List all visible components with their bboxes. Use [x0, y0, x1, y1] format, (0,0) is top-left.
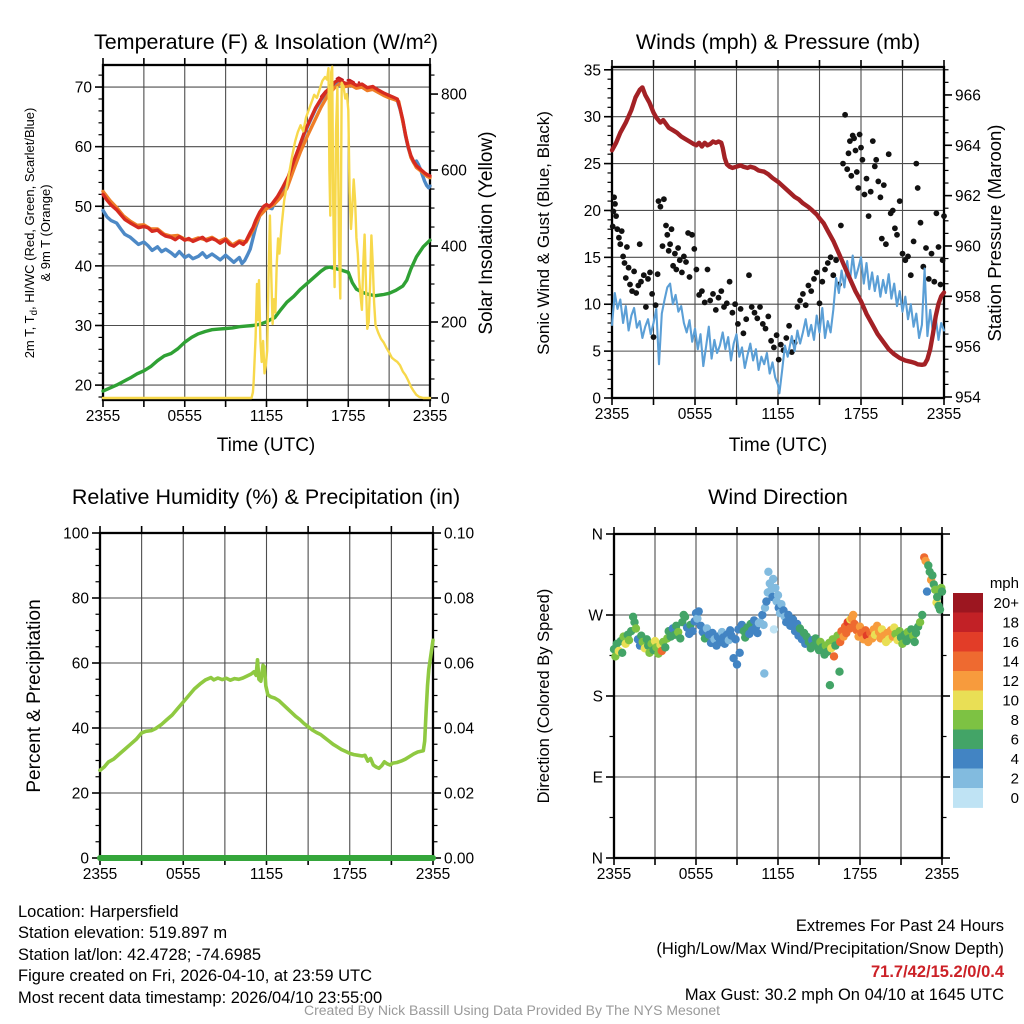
- data-point-wind-gust-dots: [840, 161, 846, 167]
- data-point-wind-gust-dots: [941, 213, 947, 219]
- data-point-wind-gust-dots: [830, 272, 836, 278]
- data-point-wind-gust-dots: [754, 315, 760, 321]
- data-point-wind-gust-dots: [879, 236, 885, 242]
- data-point-wind-gust-dots: [803, 302, 809, 308]
- data-point-wind-gust-dots: [878, 194, 884, 200]
- x-tick-label: 0555: [678, 866, 714, 883]
- data-point-wind-gust-dots: [774, 332, 780, 338]
- legend-label: 18: [1002, 614, 1019, 632]
- y-right-tick-label: 956: [955, 339, 981, 357]
- station-elevation: Station elevation: 519.897 m: [18, 924, 228, 943]
- data-point-wind-gust-dots: [858, 145, 864, 151]
- data-point-wind-gust-dots: [806, 283, 812, 289]
- data-point-wind-gust-dots: [886, 151, 892, 157]
- y-left-tick-label: N: [591, 850, 603, 868]
- data-point-wind-gust-dots: [710, 291, 716, 297]
- y-left-axis-title: [38, 184, 53, 281]
- data-point-wind-gust-dots: [707, 298, 713, 304]
- data-point-wind-gust-dots: [681, 254, 687, 260]
- data-point-wind-gust-dots: [718, 288, 724, 294]
- data-point-wind-gust-dots: [842, 112, 848, 118]
- data-point-wind-gust-dots: [727, 279, 733, 285]
- data-point-wind-gust-dots: [838, 223, 844, 229]
- y-left-tick-label: 100: [63, 525, 89, 543]
- data-point-wind-gust-dots: [900, 251, 906, 257]
- axis-title-segment: Sonic Wind & Gust (Blue, Black): [534, 111, 553, 355]
- legend-label: 12: [1002, 672, 1019, 690]
- data-point-wind-gust-dots: [705, 267, 711, 273]
- data-point-wind-gust-dots: [890, 208, 896, 214]
- data-point-wind-gust-dots: [637, 241, 643, 247]
- data-point-wind-gust-dots: [631, 269, 637, 275]
- data-point-wind-gust-dots: [613, 213, 619, 219]
- data-point-wind-gust-dots: [619, 228, 625, 234]
- data-point-wind-gust-dots: [783, 335, 789, 341]
- data-point-wind-gust-dots: [833, 257, 839, 263]
- y-left-tick-label: W: [588, 607, 603, 625]
- most-recent-data-timestamp: Most recent data timestamp: 2026/04/10 23:55:00: [18, 988, 383, 1007]
- data-point-wind-gust-dots: [908, 272, 914, 278]
- data-point-wind-gust-dots: [691, 246, 697, 252]
- y-left-tick-label: 25: [583, 156, 601, 174]
- data-point-wind-gust-dots: [797, 298, 803, 304]
- data-point-direction-dots: [769, 575, 777, 583]
- legend-swatch: [953, 691, 983, 711]
- data-point-wind-gust-dots: [828, 254, 834, 260]
- x-tick-label: 2355: [415, 866, 451, 883]
- y-right-tick-label: 0.04: [444, 720, 475, 738]
- legend-swatch: [953, 593, 983, 613]
- max-gust-line: Max Gust: 30.2 mph On 04/10 at 1645 UTC: [684, 986, 1004, 1004]
- data-point-wind-gust-dots: [765, 314, 771, 320]
- y-right-tick-label: 964: [955, 137, 981, 155]
- data-point-wind-gust-dots: [651, 334, 657, 340]
- data-point-wind-gust-dots: [623, 275, 629, 281]
- y-left-tick-label: 30: [583, 109, 601, 127]
- x-tick-label: 2355: [596, 866, 632, 883]
- y-right-axis-title: Station Pressure (Maroon): [984, 124, 1005, 342]
- data-point-wind-gust-dots: [622, 260, 628, 266]
- legend-label: 4: [1010, 750, 1019, 768]
- data-point-wind-gust-dots: [795, 304, 801, 310]
- legend-label: 0: [1010, 789, 1019, 807]
- legend-swatch: [953, 671, 983, 691]
- y-left-tick-label: 60: [74, 139, 92, 157]
- data-point-wind-gust-dots: [778, 342, 784, 348]
- x-tick-label: 1155: [249, 408, 284, 425]
- y-left-tick-label: 20: [71, 785, 89, 803]
- data-point-wind-gust-dots: [746, 272, 752, 278]
- data-point-wind-gust-dots: [800, 291, 806, 297]
- station-latlon: Station lat/lon: 42.4728; -74.6985: [18, 945, 262, 964]
- data-point-wind-gust-dots: [894, 232, 900, 238]
- data-point-wind-gust-dots: [735, 321, 741, 327]
- chart-humidity-precipitation: [24, 485, 475, 883]
- credit-line: Created By Nick Bassill Using Data Provided By The NYS Mesonet: [303, 1002, 721, 1018]
- y-right-tick-label: 966: [955, 87, 981, 105]
- data-point-wind-gust-dots: [664, 232, 670, 238]
- y-left-tick-label: N: [591, 526, 603, 544]
- legend-label: 20+: [993, 594, 1019, 612]
- x-tick-label: 2355: [594, 406, 630, 423]
- y-left-tick-label: E: [592, 769, 603, 787]
- y-left-tick-label: 60: [71, 655, 89, 673]
- y-right-tick-label: 0: [441, 390, 450, 408]
- data-point-direction-dots: [733, 660, 741, 668]
- y-left-tick-label: 40: [74, 258, 92, 276]
- chart-title: Wind Direction: [708, 485, 848, 509]
- data-point-direction-dots: [760, 669, 768, 677]
- data-point-wind-gust-dots: [817, 300, 823, 306]
- axis-title-segment: , HI/WC (Red, Green, Scarlet/Blue): [22, 107, 37, 310]
- data-point-wind-gust-dots: [752, 310, 758, 316]
- axis-title-segment: Percent & Precipitation: [24, 599, 45, 793]
- legend-label: 10: [1002, 692, 1019, 710]
- y-right-tick-label: 0.10: [444, 525, 475, 543]
- data-point-wind-gust-dots: [617, 241, 623, 247]
- data-point-wind-gust-dots: [923, 245, 929, 251]
- data-point-wind-gust-dots: [936, 244, 942, 250]
- data-point-wind-gust-dots: [694, 267, 700, 273]
- x-axis-title: Time (UTC): [728, 435, 828, 456]
- data-point-direction-dots: [830, 652, 838, 660]
- data-point-wind-gust-dots: [853, 148, 859, 154]
- data-point-wind-gust-dots: [655, 271, 661, 277]
- data-point-wind-gust-dots: [663, 223, 669, 229]
- data-point-direction-dots: [731, 635, 739, 643]
- x-tick-label: 0555: [167, 408, 202, 425]
- y-right-tick-label: 800: [441, 86, 467, 104]
- y-right-tick-label: 0.00: [444, 850, 475, 868]
- y-right-tick-label: 954: [955, 389, 981, 407]
- data-point-wind-gust-dots: [660, 243, 666, 249]
- data-point-wind-gust-dots: [918, 220, 924, 226]
- y-left-tick-label: 10: [583, 296, 601, 314]
- y-right-axis-title: Solar Insolation (Yellow): [476, 131, 497, 335]
- data-point-wind-gust-dots: [702, 300, 708, 306]
- figure-created-timestamp: Figure created on Fri, 2026-04-10, at 23:59 UTC: [18, 967, 373, 986]
- data-point-wind-gust-dots: [822, 267, 828, 273]
- data-point-wind-gust-dots: [730, 310, 736, 316]
- y-left-tick-label: 35: [583, 62, 601, 80]
- y-left-tick-label: 80: [71, 590, 89, 608]
- data-point-direction-dots: [661, 643, 669, 651]
- y-left-tick-label: 20: [583, 202, 601, 220]
- x-axis-title: Time (UTC): [216, 435, 316, 456]
- legend-label: 8: [1010, 711, 1019, 729]
- data-point-wind-gust-dots: [851, 135, 857, 141]
- data-point-direction-dots: [676, 634, 684, 642]
- data-point-wind-gust-dots: [929, 251, 935, 257]
- x-tick-label: 2355: [412, 408, 448, 425]
- data-point-wind-gust-dots: [738, 306, 744, 312]
- y-left-tick-label: 15: [583, 249, 601, 267]
- data-point-wind-gust-dots: [870, 138, 876, 144]
- data-point-direction-dots: [618, 649, 626, 657]
- data-point-wind-gust-dots: [673, 267, 679, 273]
- data-point-wind-gust-dots: [732, 301, 738, 307]
- chart-title: Temperature (F) & Insolation (W/m²): [93, 30, 439, 54]
- y-left-tick-label: S: [592, 688, 603, 706]
- y-right-tick-label: 0.02: [444, 785, 475, 803]
- y-right-tick-label: 958: [955, 288, 981, 306]
- data-point-direction-dots: [774, 591, 782, 599]
- legend-label: 6: [1010, 731, 1019, 749]
- legend-label: 16: [1002, 633, 1019, 651]
- y-right-tick-label: 0.08: [444, 590, 475, 608]
- axis-title-segment: & 9m T (Orange): [38, 184, 53, 282]
- data-point-wind-gust-dots: [868, 189, 874, 195]
- data-point-wind-gust-dots: [940, 257, 946, 263]
- legend-swatch: [953, 730, 983, 750]
- data-point-wind-gust-dots: [645, 276, 651, 282]
- data-point-wind-gust-dots: [819, 279, 825, 285]
- axis-title-subscript: d: [29, 309, 40, 316]
- legend-label: 2: [1010, 770, 1019, 788]
- data-point-wind-gust-dots: [616, 235, 622, 241]
- data-point-wind-gust-dots: [658, 204, 664, 210]
- data-point-wind-gust-dots: [633, 290, 639, 296]
- x-tick-label: 2355: [926, 406, 962, 423]
- data-point-wind-gust-dots: [915, 185, 921, 191]
- data-point-direction-dots: [911, 638, 919, 646]
- data-point-wind-gust-dots: [649, 291, 655, 297]
- data-point-wind-gust-dots: [661, 196, 667, 202]
- x-tick-label: 0555: [166, 866, 201, 883]
- extremes-block: [656, 915, 1004, 1007]
- data-point-wind-gust-dots: [808, 288, 814, 294]
- data-point-wind-gust-dots: [931, 279, 937, 285]
- data-point-wind-gust-dots: [763, 326, 769, 332]
- data-point-wind-gust-dots: [713, 307, 719, 313]
- chart-temperature-insolation: [22, 30, 497, 456]
- data-point-wind-gust-dots: [934, 210, 940, 216]
- axis-title-segment: 2m T, T: [22, 315, 37, 359]
- station-location: Location: Harpersfield: [18, 903, 179, 921]
- data-point-direction-dots: [758, 611, 766, 619]
- data-point-direction-dots: [936, 605, 944, 613]
- data-point-wind-gust-dots: [776, 357, 782, 363]
- data-point-wind-gust-dots: [638, 279, 644, 285]
- x-tick-label: 1755: [842, 866, 878, 883]
- data-point-wind-gust-dots: [612, 201, 618, 207]
- data-point-direction-dots: [753, 629, 761, 637]
- x-tick-label: 0555: [677, 406, 713, 423]
- x-tick-label: 1155: [761, 406, 795, 423]
- data-point-wind-gust-dots: [926, 276, 932, 282]
- data-point-direction-dots: [695, 607, 703, 615]
- data-point-wind-gust-dots: [743, 316, 749, 322]
- data-point-wind-gust-dots: [848, 173, 854, 179]
- data-point-wind-gust-dots: [854, 169, 860, 175]
- data-point-wind-gust-dots: [814, 270, 820, 276]
- data-point-direction-dots: [826, 681, 834, 689]
- x-tick-label: 2355: [82, 866, 118, 883]
- legend-title: mph: [989, 575, 1019, 592]
- data-point-wind-gust-dots: [672, 251, 678, 257]
- y-right-tick-label: 200: [441, 314, 467, 332]
- y-right-tick-label: 600: [441, 162, 467, 180]
- data-point-wind-gust-dots: [683, 259, 689, 265]
- data-point-wind-gust-dots: [938, 282, 944, 288]
- y-left-axis-title: [535, 589, 553, 804]
- data-point-wind-gust-dots: [771, 345, 777, 351]
- data-point-wind-gust-dots: [846, 150, 852, 156]
- data-point-wind-gust-dots: [811, 276, 817, 282]
- station-info-block: [18, 902, 382, 1009]
- data-point-wind-gust-dots: [768, 338, 774, 344]
- y-left-axis-title: [24, 599, 45, 792]
- data-point-wind-gust-dots: [627, 282, 633, 288]
- data-point-direction-dots: [688, 627, 696, 635]
- data-point-wind-gust-dots: [825, 260, 831, 266]
- data-point-wind-gust-dots: [872, 164, 878, 170]
- data-point-wind-gust-dots: [611, 194, 617, 200]
- data-point-wind-gust-dots: [892, 225, 898, 231]
- data-point-direction-dots: [849, 611, 857, 619]
- data-point-wind-gust-dots: [844, 166, 850, 172]
- x-tick-label: 2355: [85, 408, 121, 425]
- data-point-direction-dots: [928, 571, 936, 579]
- chart-title: Winds (mph) & Pressure (mb): [635, 30, 921, 54]
- y-left-axis-title: [534, 111, 553, 355]
- data-point-direction-dots: [916, 618, 924, 626]
- data-point-direction-dots: [632, 624, 640, 632]
- x-tick-label: 1155: [249, 866, 284, 883]
- y-right-tick-label: 962: [955, 188, 981, 206]
- x-tick-label: 1755: [331, 408, 366, 425]
- axis-title-segment: Direction (Colored By Speed): [535, 588, 553, 804]
- data-point-wind-gust-dots: [911, 239, 917, 245]
- legend-swatch: [953, 769, 983, 789]
- legend-swatch: [953, 632, 983, 652]
- y-left-tick-label: 0: [592, 390, 601, 408]
- legend-swatch: [953, 652, 983, 672]
- data-point-wind-gust-dots: [881, 182, 887, 188]
- data-point-wind-gust-dots: [716, 295, 722, 301]
- y-left-tick-label: 20: [74, 377, 92, 395]
- data-point-direction-dots: [918, 611, 926, 619]
- data-point-wind-gust-dots: [653, 302, 659, 308]
- data-point-direction-dots: [681, 613, 689, 621]
- y-left-tick-label: 30: [74, 317, 92, 335]
- chart-title: Relative Humidity (%) & Precipitation (in): [71, 485, 461, 509]
- data-point-wind-gust-dots: [873, 157, 879, 163]
- y-left-tick-label: 40: [71, 720, 89, 738]
- data-point-direction-dots: [625, 636, 633, 644]
- data-point-wind-gust-dots: [669, 226, 675, 232]
- data-point-wind-gust-dots: [687, 274, 693, 280]
- y-left-tick-label: 5: [592, 343, 601, 361]
- data-point-wind-gust-dots: [860, 157, 866, 163]
- data-point-wind-gust-dots: [724, 300, 730, 306]
- data-point-wind-gust-dots: [864, 176, 870, 182]
- data-point-direction-dots: [835, 668, 843, 676]
- data-point-direction-dots: [759, 621, 767, 629]
- x-tick-label: 2355: [924, 866, 960, 883]
- chart-wind-direction: [535, 485, 1019, 883]
- data-point-direction-dots: [923, 587, 931, 595]
- data-point-wind-gust-dots: [866, 213, 872, 219]
- data-point-direction-dots: [693, 614, 701, 622]
- x-tick-label: 1755: [332, 866, 367, 883]
- data-point-wind-gust-dots: [741, 330, 747, 336]
- data-point-wind-gust-dots: [620, 254, 626, 260]
- y-left-tick-label: 0: [80, 850, 89, 868]
- legend-swatch: [953, 613, 983, 633]
- data-point-direction-dots: [771, 584, 779, 592]
- extremes-values: 71.7/42/15.2/0/0.4: [870, 963, 1004, 981]
- data-point-direction-dots: [736, 649, 744, 657]
- data-point-wind-gust-dots: [897, 198, 903, 204]
- data-point-wind-gust-dots: [905, 254, 911, 260]
- y-right-tick-label: 400: [441, 238, 467, 256]
- data-point-direction-dots: [938, 587, 946, 595]
- y-right-tick-label: 0.06: [444, 655, 475, 673]
- data-point-wind-gust-dots: [679, 270, 685, 276]
- x-tick-label: 1155: [761, 866, 795, 883]
- legend-label: 14: [1002, 653, 1019, 671]
- data-point-wind-gust-dots: [689, 232, 695, 238]
- y-right-tick-label: 960: [955, 238, 981, 256]
- data-point-wind-gust-dots: [883, 241, 889, 247]
- chart-winds-pressure: [534, 30, 1005, 456]
- data-point-wind-gust-dots: [667, 241, 673, 247]
- data-point-wind-gust-dots: [913, 161, 919, 167]
- legend-swatch: [953, 710, 983, 730]
- data-point-wind-gust-dots: [857, 132, 863, 138]
- data-point-wind-gust-dots: [786, 323, 792, 329]
- data-point-wind-gust-dots: [643, 304, 649, 310]
- y-left-tick-label: 70: [74, 79, 92, 97]
- legend-swatch: [953, 749, 983, 769]
- data-point-direction-dots: [764, 568, 772, 576]
- extremes-subtitle: (High/Low/Max Wind/Precipitation/Snow Depth): [656, 940, 1004, 958]
- data-point-direction-dots: [770, 625, 778, 633]
- data-point-wind-gust-dots: [875, 179, 881, 185]
- legend-swatch: [953, 788, 983, 808]
- extremes-title: Extremes For Past 24 Hours: [795, 917, 1004, 935]
- x-tick-label: 1755: [843, 406, 879, 423]
- data-point-wind-gust-dots: [855, 185, 861, 191]
- data-point-wind-gust-dots: [626, 265, 632, 271]
- data-point-wind-gust-dots: [675, 245, 681, 251]
- data-point-wind-gust-dots: [749, 304, 755, 310]
- y-left-tick-label: 50: [74, 198, 92, 216]
- data-point-wind-gust-dots: [624, 244, 630, 250]
- data-point-wind-gust-dots: [666, 248, 672, 254]
- data-point-wind-gust-dots: [757, 304, 763, 310]
- data-point-wind-gust-dots: [647, 270, 653, 276]
- data-point-wind-gust-dots: [862, 192, 868, 198]
- data-point-wind-gust-dots: [699, 288, 705, 294]
- data-point-wind-gust-dots: [656, 198, 662, 204]
